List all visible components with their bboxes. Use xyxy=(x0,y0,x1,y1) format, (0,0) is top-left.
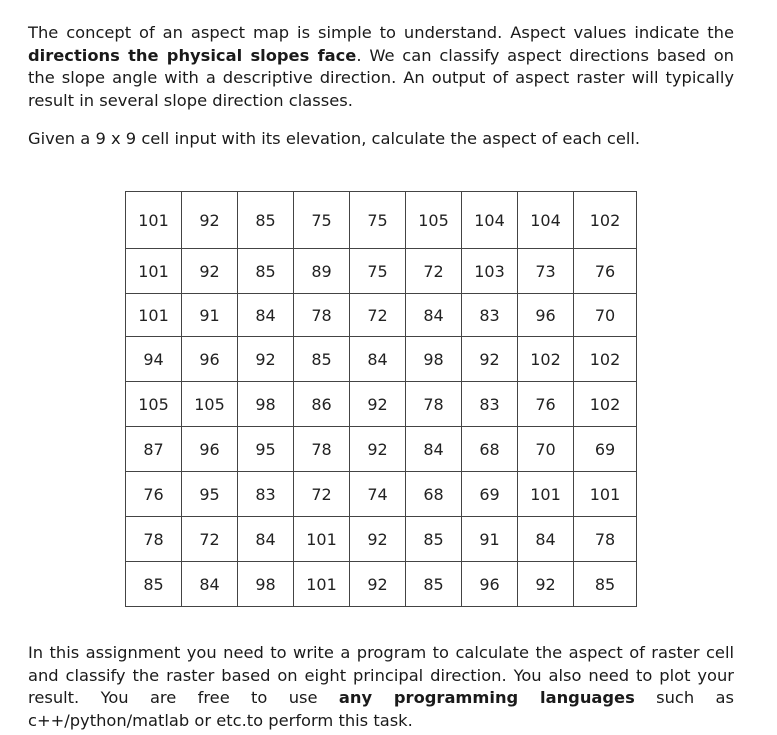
elevation-cell: 91 xyxy=(182,294,238,337)
elevation-cell: 87 xyxy=(126,427,182,472)
elevation-cell: 70 xyxy=(574,294,637,337)
elevation-cell: 104 xyxy=(518,192,574,249)
elevation-cell: 105 xyxy=(182,382,238,427)
elevation-cell: 103 xyxy=(462,249,518,294)
elevation-cell: 72 xyxy=(350,294,406,337)
elevation-cell: 92 xyxy=(350,517,406,562)
elevation-cell: 95 xyxy=(238,427,294,472)
assignment-text-start: In this assignment you need to write a program to calculate the aspect of raster cell and classify the raster based on eight principal direction. You also need to plot your result. You are free to use xyxy=(28,643,734,708)
assignment-bold-text: any programming languages xyxy=(338,688,635,708)
elevation-cell: 92 xyxy=(462,337,518,382)
elevation-cell: 105 xyxy=(406,192,462,249)
elevation-cell: 101 xyxy=(294,517,350,562)
elevation-cell: 84 xyxy=(518,517,574,562)
elevation-cell: 98 xyxy=(238,382,294,427)
elevation-cell: 101 xyxy=(518,472,574,517)
elevation-cell: 84 xyxy=(406,294,462,337)
elevation-cell: 91 xyxy=(462,517,518,562)
elevation-cell: 78 xyxy=(406,382,462,427)
elevation-cell: 96 xyxy=(182,427,238,472)
elevation-cell: 68 xyxy=(406,472,462,517)
elevation-cell: 70 xyxy=(518,427,574,472)
elevation-cell: 102 xyxy=(574,382,637,427)
intro-text-start: The concept of an aspect map is simple to understand. Aspect values indicate the xyxy=(28,23,734,42)
elevation-cell: 84 xyxy=(238,517,294,562)
elevation-cell: 72 xyxy=(406,249,462,294)
grid-row xyxy=(126,517,637,562)
elevation-cell: 84 xyxy=(238,294,294,337)
grid-row xyxy=(126,382,637,427)
elevation-cell: 83 xyxy=(462,382,518,427)
elevation-cell: 85 xyxy=(126,562,182,607)
elevation-cell: 96 xyxy=(462,562,518,607)
elevation-cell: 85 xyxy=(294,337,350,382)
elevation-cell: 68 xyxy=(462,427,518,472)
assignment-paragraph xyxy=(28,642,734,732)
elevation-cell: 92 xyxy=(350,382,406,427)
elevation-cell: 78 xyxy=(294,294,350,337)
elevation-cell: 98 xyxy=(406,337,462,382)
elevation-cell: 86 xyxy=(294,382,350,427)
elevation-cell: 89 xyxy=(294,249,350,294)
elevation-cell: 84 xyxy=(350,337,406,382)
elevation-cell: 75 xyxy=(294,192,350,249)
assignment-text-end: such as c++/python/matlab or etc.to perform this task. xyxy=(28,688,734,730)
elevation-cell: 92 xyxy=(238,337,294,382)
elevation-cell: 102 xyxy=(574,192,637,249)
grid-row xyxy=(126,472,637,517)
grid-row xyxy=(126,294,637,337)
elevation-cell: 84 xyxy=(182,562,238,607)
elevation-cell: 102 xyxy=(574,337,637,382)
elevation-cell: 92 xyxy=(182,249,238,294)
intro-text-end: . We can classify aspect directions based on the slope angle with a descriptive direction. An output of aspect raster will typically result in several slope direction classes. xyxy=(28,45,734,110)
elevation-cell: 83 xyxy=(238,472,294,517)
elevation-cell: 104 xyxy=(462,192,518,249)
elevation-cell: 69 xyxy=(462,472,518,517)
elevation-cell: 101 xyxy=(126,294,182,337)
grid-row xyxy=(126,192,637,249)
elevation-cell: 78 xyxy=(574,517,637,562)
elevation-cell: 102 xyxy=(518,337,574,382)
elevation-cell: 85 xyxy=(574,562,637,607)
intro-paragraph xyxy=(28,22,734,112)
elevation-cell: 85 xyxy=(406,562,462,607)
elevation-cell: 76 xyxy=(126,472,182,517)
elevation-cell: 78 xyxy=(294,427,350,472)
elevation-cell: 92 xyxy=(350,427,406,472)
elevation-cell: 94 xyxy=(126,337,182,382)
elevation-cell: 76 xyxy=(518,382,574,427)
elevation-cell: 96 xyxy=(182,337,238,382)
elevation-cell: 92 xyxy=(518,562,574,607)
elevation-cell: 105 xyxy=(126,382,182,427)
elevation-cell: 83 xyxy=(462,294,518,337)
elevation-cell: 74 xyxy=(350,472,406,517)
grid-row xyxy=(126,249,637,294)
elevation-cell: 78 xyxy=(126,517,182,562)
elevation-cell: 98 xyxy=(238,562,294,607)
intro-bold-text: directions the physical slopes face xyxy=(28,45,357,65)
elevation-cell: 101 xyxy=(126,192,182,249)
grid-row xyxy=(126,337,637,382)
elevation-cell: 75 xyxy=(350,192,406,249)
elevation-grid-table xyxy=(125,191,637,607)
elevation-cell: 85 xyxy=(238,249,294,294)
elevation-cell: 69 xyxy=(574,427,637,472)
elevation-cell: 72 xyxy=(294,472,350,517)
elevation-cell: 76 xyxy=(574,249,637,294)
elevation-cell: 73 xyxy=(518,249,574,294)
elevation-cell: 84 xyxy=(406,427,462,472)
grid-row xyxy=(126,427,637,472)
grid-row xyxy=(126,562,637,607)
elevation-cell: 75 xyxy=(350,249,406,294)
elevation-cell: 96 xyxy=(518,294,574,337)
elevation-cell: 101 xyxy=(574,472,637,517)
elevation-cell: 72 xyxy=(182,517,238,562)
instruction-paragraph: Given a 9 x 9 cell input with its elevation, calculate the aspect of each cell. xyxy=(28,129,641,148)
elevation-cell: 85 xyxy=(238,192,294,249)
elevation-cell: 92 xyxy=(182,192,238,249)
elevation-cell: 95 xyxy=(182,472,238,517)
elevation-cell: 101 xyxy=(294,562,350,607)
elevation-cell: 85 xyxy=(406,517,462,562)
elevation-cell: 92 xyxy=(350,562,406,607)
elevation-cell: 101 xyxy=(126,249,182,294)
